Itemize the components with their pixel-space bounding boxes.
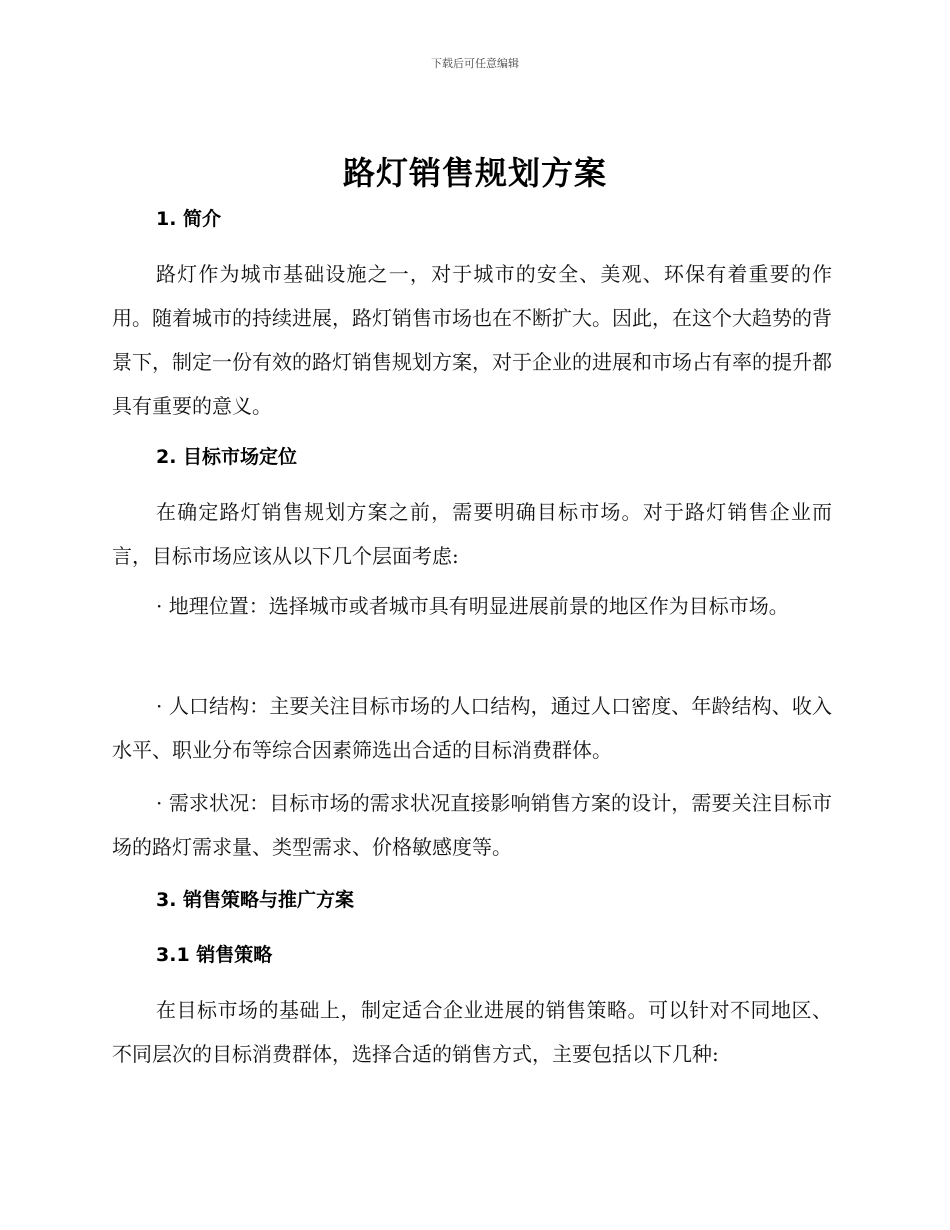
section-3-1-heading: 3.1 销售策略 bbox=[156, 944, 273, 966]
section-1-paragraph: 路灯作为城市基础设施之一，对于城市的安全、美观、环保有着重要的作用。随着城市的持续进展，路灯销售市场也在不断扩大。因此，在这个大趋势的背景下，制定一份有效的路灯销售规划方案，对于企业的进展和市场占有率的提升都具有重要的意义。 bbox=[112, 262, 832, 418]
section-2-heading: 2. 目标市场定位 bbox=[156, 446, 298, 468]
bullet-demand-status: · 需求状况：目标市场的需求状况直接影响销售方案的设计，需要关注目标市场的路灯需求量、类型需求、价格敏感度等。 bbox=[112, 791, 832, 859]
document-title: 路灯销售规划方案 bbox=[342, 154, 607, 192]
section-1-heading: 1. 简介 bbox=[156, 208, 222, 230]
section-3-heading: 3. 销售策略与推广方案 bbox=[156, 889, 355, 911]
header-note: 下载后可任意编辑 bbox=[431, 57, 519, 70]
bullet-geographic-location: · 地理位置：选择城市或者城市具有明显进展前景的地区作为目标市场。 bbox=[156, 594, 789, 618]
bullet-population-structure: · 人口结构：主要关注目标市场的人口结构，通过人口密度、年龄结构、收入水平、职业分布等综合因素筛选出合适的目标消费群体。 bbox=[112, 694, 832, 762]
section-2-paragraph: 在确定路灯销售规划方案之前，需要明确目标市场。对于路灯销售企业而言，目标市场应该从以下几个层面考虑: bbox=[112, 500, 832, 568]
section-3-1-paragraph: 在目标市场的基础上，制定适合企业进展的销售策略。可以针对不同地区、不同层次的目标消费群体，选择合适的销售方式，主要包括以下几种: bbox=[112, 998, 832, 1066]
